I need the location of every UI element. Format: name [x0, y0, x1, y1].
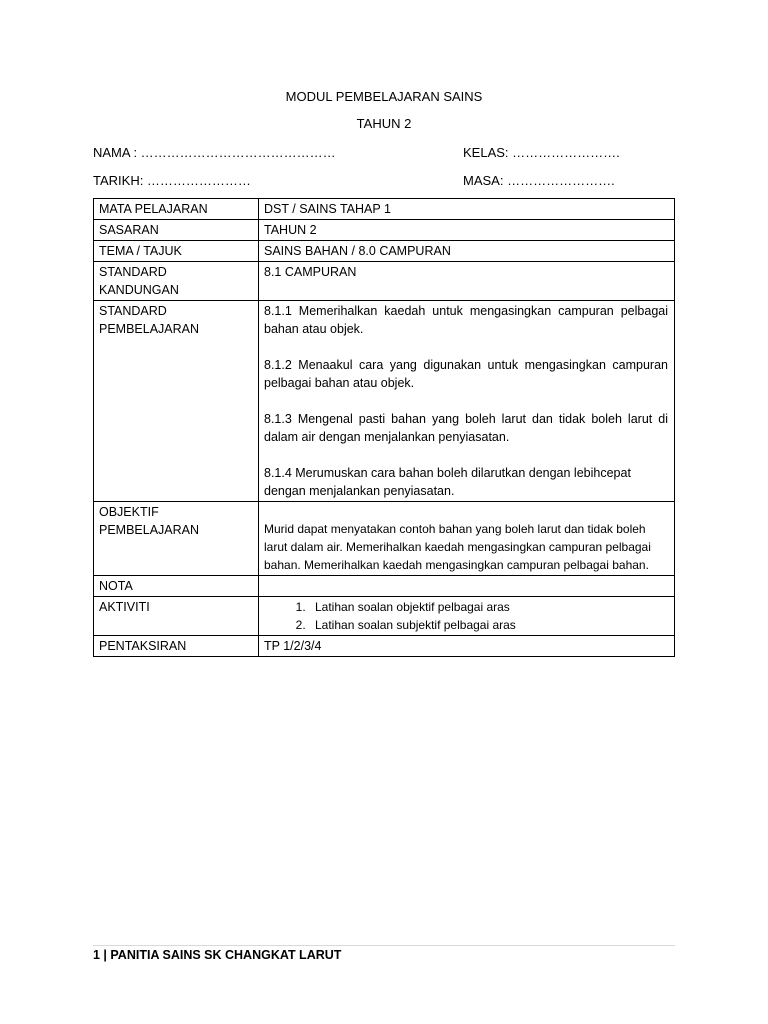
- pentaksiran-value: TP 1/2/3/4: [259, 636, 675, 657]
- table-row-sasaran: [94, 220, 675, 241]
- standard-kandungan-label: [94, 262, 259, 301]
- masa-field: MASA: …………………….: [463, 173, 615, 188]
- tarikh-field: TARIKH: ……………………: [93, 173, 251, 188]
- standard-pembelajaran-label: [94, 301, 259, 502]
- mata-pelajaran-value: DST / SAINS TAHAP 1: [259, 199, 675, 220]
- pentaksiran-label: PENTAKSIRAN: [94, 636, 259, 657]
- standard-kandungan-label-line1: STANDARD: [99, 265, 167, 279]
- standard-pembelajaran-label-line1: STANDARD: [99, 304, 167, 318]
- table-row-standard-pembelajaran: [94, 301, 675, 502]
- standard-kandungan-value: 8.1 CAMPURAN: [259, 262, 675, 301]
- kelas-field: KELAS: …………………….: [463, 145, 620, 160]
- objektif-label-line1: OBJEKTIF: [99, 505, 159, 519]
- aktiviti-item: 2. Latihan soalan subjektif pelbagai aras: [309, 616, 668, 634]
- tema-label: TEMA / TAJUK: [94, 241, 259, 262]
- objektif-label-line2: PEMBELAJARAN: [99, 523, 200, 537]
- footer-divider: [93, 945, 675, 946]
- footer-text: 1 | PANITIA SAINS SK CHANGKAT LARUT: [93, 948, 342, 962]
- standard-pembelajaran-value: [259, 301, 675, 502]
- table-row-objektif: [94, 502, 675, 576]
- table-row-nota: [94, 576, 675, 597]
- sasaran-value: TAHUN 2: [259, 220, 675, 241]
- aktiviti-value: [259, 597, 675, 636]
- document-title: MODUL PEMBELAJARAN SAINS: [285, 89, 483, 104]
- standard-pembelajaran-item: 8.1.1 Memerihalkan kaedah untuk mengasingkan campuran pelbagai bahan atau objek.: [264, 304, 668, 336]
- table-row-mata-pelajaran: [94, 199, 675, 220]
- aktiviti-list: [264, 598, 668, 634]
- objektif-label: [94, 502, 259, 576]
- sasaran-label: SASARAN: [94, 220, 259, 241]
- table-row-tema: [94, 241, 675, 262]
- aktiviti-label: AKTIVITI: [94, 597, 259, 636]
- table-row-aktiviti: [94, 597, 675, 636]
- mata-pelajaran-label: MATA PELAJARAN: [94, 199, 259, 220]
- nota-value: [259, 576, 675, 597]
- aktiviti-item: 1. Latihan soalan objektif pelbagai aras: [309, 598, 668, 616]
- objektif-value-cell: [259, 502, 675, 576]
- nama-field: NAMA : ………………………………………: [93, 145, 336, 160]
- table-row-standard-kandungan: [94, 262, 675, 301]
- lesson-table: [93, 198, 675, 657]
- table-row-pentaksiran: [94, 636, 675, 657]
- tema-value: SAINS BAHAN / 8.0 CAMPURAN: [259, 241, 675, 262]
- nota-label: NOTA: [94, 576, 259, 597]
- standard-pembelajaran-label-line2: PEMBELAJARAN: [99, 322, 200, 336]
- objektif-value: Murid dapat menyatakan contoh bahan yang boleh larut dan tidak boleh larut dalam air. Memerihalkan kaedah mengasingkan campuran pelbagai bahan. Memerihalkan kaedah mengasingkan campuran pelbagai bahan.: [264, 522, 651, 572]
- standard-kandungan-label-line2: KANDUNGAN: [99, 283, 179, 297]
- standard-pembelajaran-item: 8.1.4 Merumuskan cara bahan boleh dilarutkan dengan lebihcepat dengan menjalankan penyiasatan.: [264, 466, 631, 498]
- document-subtitle: TAHUN 2: [356, 116, 412, 131]
- standard-pembelajaran-item: 8.1.2 Menaakul cara yang digunakan untuk mengasingkan campuran pelbagai bahan atau objek.: [264, 358, 668, 390]
- standard-pembelajaran-item: 8.1.3 Mengenal pasti bahan yang boleh larut dan tidak boleh larut di dalam air dengan menjalankan penyiasatan.: [264, 412, 668, 444]
